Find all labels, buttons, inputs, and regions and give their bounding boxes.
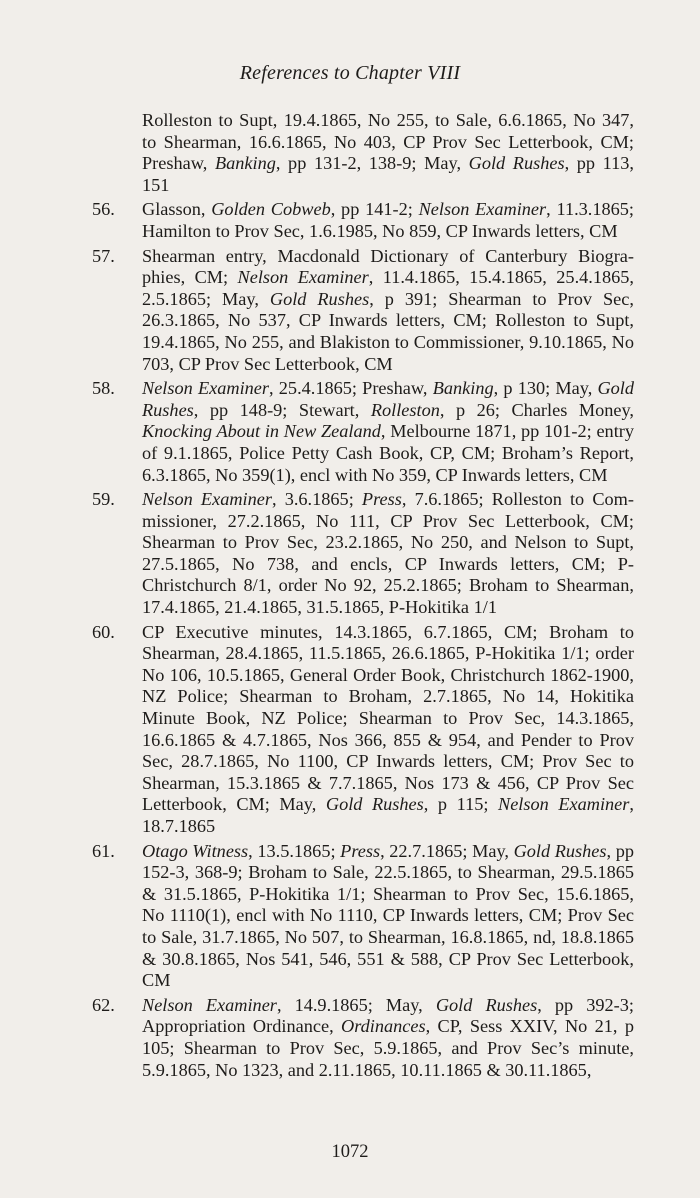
citation-title: Banking — [432, 378, 494, 399]
note-number: 59. — [92, 489, 115, 510]
citation-title: Nelson Examiner — [418, 199, 547, 220]
citation-title: Otago Witness — [142, 840, 249, 861]
citation-title: Nelson Examiner — [142, 378, 270, 399]
citation-text: CP Executive minutes, 14.3.1865, 6.7.1865, CM; Broham to Shearman, 28.4.1865, 11.5.1865, 26.6.1865, P-Hokitika 1/1; order No 106, 10.5.1865, General Order Book, Christchurch 1862-1900, NZ Police; Shearman to Broham, 2.7.1865, No 14, Hokitika Minute Book, NZ Police; Shearman to Prov Sec, 14.3.1865, 16.6.1865 & 4.7.1865, Nos 366, 855 & 954, and Pender to Prov Sec, 28.7.1865, No 1100, CP Inwards letters, CM; Prov Sec to Shearman, 15.3.1865 & 7.7.1865, Nos 173 & 456, CP Prov Sec Letterbook, CM; May, — [142, 621, 634, 815]
reference-note — [92, 246, 634, 376]
citation-text: , 11.3.1865; Hamilton to Prov Sec, 1.6.1985, No 859, CP Inwards letters, CM — [142, 199, 635, 241]
citation-text: Glasson, — [142, 199, 212, 220]
citation-text: , p 115; — [423, 794, 498, 815]
reference-note — [92, 489, 634, 619]
reference-note — [92, 378, 634, 486]
citation-text: , pp 148-9; Stewart, — [193, 399, 371, 420]
reference-note — [92, 622, 634, 838]
note-number: 61. — [92, 840, 115, 861]
note-number: 62. — [92, 994, 115, 1015]
citation-text: , 13.5.1865; — [248, 840, 341, 861]
citation-text: , 18.7.1865 — [142, 794, 634, 836]
citation-title: Nelson Examiner — [142, 489, 272, 510]
citation-title: Press — [361, 489, 402, 510]
citation-text: , 22.7.1865; May, — [380, 840, 514, 861]
citation-title: Knocking About in New Zealand — [142, 421, 381, 442]
citation-text: , pp 152-3, 368-9; Broham to Sale, 22.5.1865, to Shearman, 29.5.1865 & 31.5.1865, P-Hokitika 1/1; Shearman to Prov Sec, 15.6.1865, No 1110(1), encl with No 1110, CP Inwards letters, CM; Prov Sec to Sale, 31.7.1865, No 507, to Shearman, 16.8.1865, nd, 18.8.1865 & 30.8.1865, Nos 541, 546, 551 & 588, CP Prov Sec Letterbook, CM — [142, 840, 634, 991]
citation-text: Shearman entry, Macdonald Dictionary of Canterbury Biographies, CM; — [142, 245, 634, 288]
citation-text: , pp 392-3; Appropriation Ordinance, — [142, 994, 634, 1037]
citation-text: Rolleston to Supt, 19.4.1865, No 255, to Sale, 6.6.1865, No 347, to Shearman, 16.6.1865, No 403, CP Prov Sec Letterbook, CM; Preshaw, — [142, 110, 634, 174]
citation-text: , 7.6.1865; Rolleston to Commissioner, 27.2.1865, No 111, CP Prov Sec Letterbook, CM; Shearman to Prov Sec, 23.2.1865, No 250, and Nelson to Supt, 27.5.1865, No 738, and encls, CP Inwards letters, CM; P-Christchurch 8/1, order No 92, 25.2.1865; Broham to Shearman, 17.4.1865, 21.4.1865, 31.5.1865, P-Hokitika 1/1 — [142, 489, 634, 618]
note-number: 60. — [92, 621, 115, 642]
citation-text: , Melbourne 1871, pp 101-2; entry of 9.1.1865, Police Petty Cash Book, CP, CM; Broham’s Report, 6.3.1865, No 359(1), encl with No 359, CP Inwards letters, CM — [142, 421, 634, 485]
note-number: 58. — [92, 378, 115, 399]
citation-text: , pp 141-2; — [330, 199, 419, 220]
reference-note — [92, 995, 634, 1081]
citation-text: , 11.4.1865, 15.4.1865, 25.4.1865, 2.5.1865; May, — [142, 267, 634, 309]
citation-title: Press — [340, 840, 381, 861]
citation-title: Rolleston — [370, 399, 440, 420]
citation-title: Gold Rushes — [142, 378, 635, 420]
note-number: 57. — [92, 245, 115, 266]
note-text — [142, 199, 634, 242]
citation-title: Gold Rushes — [513, 840, 607, 861]
note-text — [142, 995, 634, 1081]
reference-note — [92, 110, 634, 196]
page-number: 1072 — [331, 1142, 369, 1162]
citation-text: , pp 113, 151 — [142, 153, 634, 195]
note-text — [142, 378, 634, 486]
citation-title: Nelson Examiner — [142, 994, 277, 1015]
citation-text: , CP, Sess XXIV, No 21, p 105; Shearman to Prov Sec, 5.9.1865, and Prov Sec’s minute, 5.9.1865, No 1323, and 2.11.1865, 10.11.1865 & 30.11.1865, — [142, 1016, 634, 1080]
citation-title: Nelson Examiner — [237, 267, 369, 288]
citation-title: Banking — [214, 153, 276, 174]
note-text — [142, 841, 634, 992]
reference-notes — [92, 110, 634, 1084]
reference-note — [92, 841, 634, 992]
citation-title: Golden Cobweb — [211, 199, 331, 220]
citation-title: Gold Rushes — [269, 288, 370, 309]
note-text — [142, 622, 634, 838]
note-text — [142, 246, 634, 376]
citation-title: Ordinances — [341, 1016, 426, 1037]
citation-text: , 25.4.1865; Preshaw, — [269, 378, 433, 399]
citation-title: Gold Rushes — [325, 794, 424, 815]
citation-text: , p 26; Charles Money, — [439, 399, 635, 420]
citation-text: , 3.6.1865; — [272, 489, 362, 510]
running-head: References to Chapter VIII — [239, 62, 461, 84]
note-text — [142, 110, 634, 196]
note-number: 56. — [92, 199, 115, 220]
citation-text: , p 130; May, — [493, 378, 598, 399]
citation-title: Nelson Examiner — [498, 794, 630, 815]
citation-title: Gold Rushes — [435, 994, 538, 1015]
citation-title: Gold Rushes — [468, 153, 565, 174]
citation-text: , 14.9.1865; May, — [276, 994, 436, 1015]
reference-note — [92, 199, 634, 242]
note-text — [142, 489, 634, 619]
citation-text: , pp 131-2, 138-9; May, — [275, 153, 469, 174]
citation-text: , p 391; Shearman to Prov Sec, 26.3.1865, No 537, CP Inwards letters, CM; Rolleston to Supt, 19.4.1865, No 255, and Blakiston to Commissioner, 9.10.1865, No 703, CP Prov Sec Letterbook, CM — [142, 288, 634, 374]
